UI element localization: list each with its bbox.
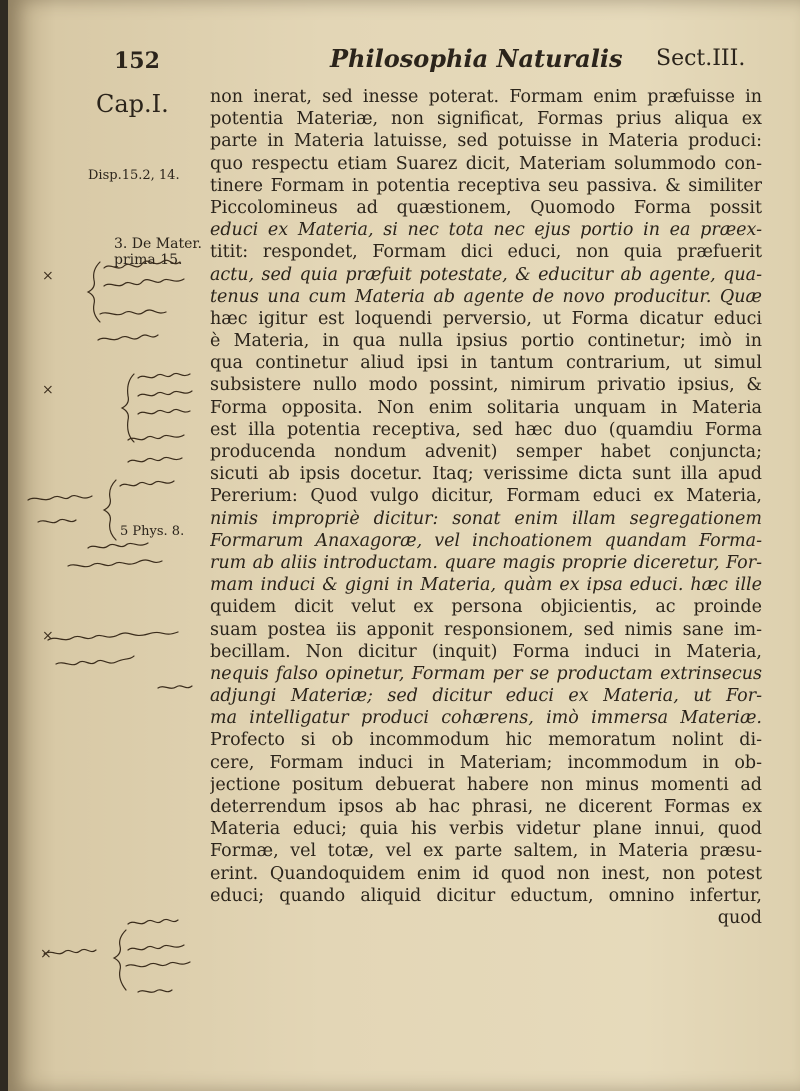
scribble-7 <box>138 409 190 414</box>
chapter-note: Cap.I. <box>96 90 169 118</box>
text-line: educi; quando aliquid dicitur eductum, omnino infertur, <box>210 885 762 906</box>
text-line: rum ab aliis introductam. quare magis proprie diceretur, For- <box>210 552 762 573</box>
physics-note: 5 Phys. 8. <box>120 524 185 539</box>
text-line: mam induci & gigni in Materia, quàm ex ipsa educi. hæc ille <box>210 575 762 596</box>
text-line: titit: respondet, Formam dici educi, non quia præfuerit <box>210 242 762 263</box>
cross-mark-2: × <box>42 382 54 398</box>
scribble-14 <box>68 560 162 567</box>
text-line: nequis falso opinetur, Formam per se productam extrinsecus <box>210 663 762 684</box>
text-line: Formarum Anaxagoræ, vel inchoationem quandam Forma- <box>210 530 762 551</box>
text-line: Profecto si ob incommodum hic memoratum nolint di- <box>210 730 762 751</box>
text-line: tenus una cum Materia ab agente de novo producitur. Quæ <box>210 286 762 307</box>
page-number: 152 <box>114 48 160 74</box>
text-line: Pererium: Quod vulgo dicitur, Formam educi ex Materia, <box>210 486 762 507</box>
brace-1 <box>88 262 100 322</box>
text-line: Formæ, vel totæ, vel ex parte saltem, in Materia præsu- <box>210 841 762 862</box>
text-line: adjungi Materiæ; sed dicitur educi ex Materia, ut For- <box>210 686 762 707</box>
text-line: cere, Formam induci in Materiam; incommodum in ob- <box>210 752 762 773</box>
text-line: Forma opposita. Non enim solitaria unquam in Materia <box>210 397 762 418</box>
scribble-15 <box>48 632 178 640</box>
catchword: quod <box>717 907 762 928</box>
text-line: actu, sed quia præfuit potestate, & educitur ab agente, qua- <box>210 264 762 285</box>
scribble-13 <box>88 543 148 548</box>
text-line: ma intelligatur produci cohærens, imò immersa Materiæ. <box>210 708 762 729</box>
scribble-2 <box>104 279 184 286</box>
text-line: becillam. Non dicitur (inquit) Forma induci in Materia, <box>210 641 762 662</box>
text-line: Materia educi; quia his verbis videtur plane innui, quod <box>210 819 762 840</box>
text-line: qua continetur aliud ipsi in tantum contrarium, ut simul <box>210 353 762 374</box>
text-line: hæc igitur est loquendi perversio, ut Forma dicatur educi <box>210 308 762 329</box>
text-line: erint. Quandoquidem enim id quod non inest, non potest <box>210 863 762 884</box>
text-line: deterrendum ipsos ab hac phrasi, ne dicerent Formas ex <box>210 797 762 817</box>
text-line: est illa potentia receptiva, sed hæc duo (quamdiu Forma <box>210 419 762 440</box>
cross-mark-4: × <box>40 946 52 962</box>
running-title: Philosophia Naturalis <box>330 44 623 73</box>
scribble-10 <box>120 481 174 486</box>
text-line: tinere Formam in potentia receptiva seu passiva. & similiter <box>210 175 762 196</box>
de-materia-line-1: 3. De Mater. <box>114 236 202 252</box>
text-line: suam postea iis apponit responsionem, sed nimis sane im- <box>210 619 762 640</box>
brace-4 <box>114 930 126 990</box>
de-materia-line-2: prima 15. <box>114 252 183 268</box>
text-line: è Materia, in qua nulla ipsius portio continetur; imò in <box>210 331 762 352</box>
scribble-4 <box>98 335 158 340</box>
text-line: non inerat, sed inesse poterat. Formam enim præfuisse in <box>210 87 762 107</box>
brace-2 <box>122 374 134 442</box>
scribble-20 <box>126 962 190 967</box>
scribble-8 <box>128 435 184 440</box>
scribble-18 <box>128 919 178 924</box>
brace-3 <box>104 480 116 540</box>
text-line: quo respectu etiam Suarez dicit, Materiam solummodo con- <box>210 153 762 174</box>
scribble-9 <box>128 457 182 462</box>
text-line: quidem dicit velut ex persona objicientis, ac proinde <box>210 597 762 618</box>
scribble-5 <box>138 373 190 378</box>
text-line: sicuti ab ipsis docetur. Itaq; verissime dicta sunt illa apud <box>210 464 762 485</box>
scribble-12 <box>38 519 76 522</box>
scribble-19 <box>128 945 184 950</box>
book-page <box>8 0 800 1091</box>
scribble-3 <box>100 310 166 315</box>
text-line: potentia Materiæ, non significat, Formas prius aliqua ex <box>210 109 762 130</box>
scribble-16 <box>56 656 134 665</box>
text-line: parte in Materia latuisse, sed potuisse in Materia produci: <box>210 131 762 152</box>
body-text <box>210 86 762 929</box>
scribble-6 <box>138 391 192 396</box>
scribble-1 <box>104 260 180 268</box>
disputation-note: Disp.15.2, 14. <box>88 168 180 183</box>
text-line: jectione positum debuerat habere non minus momenti ad <box>210 774 762 795</box>
cross-mark-3: × <box>42 628 54 644</box>
scribble-21 <box>44 949 96 954</box>
text-line: Piccolomineus ad quæstionem, Quomodo Forma possit <box>210 197 762 218</box>
text-line: educi ex Materia, si nec tota nec ejus portio in ea præex- <box>210 220 762 241</box>
cross-mark-1: × <box>42 268 54 284</box>
scribble-11 <box>28 496 92 500</box>
scribble-17 <box>158 686 192 688</box>
scribble-22 <box>138 990 172 992</box>
text-line: nimis impropriè dicitur: sonat enim illam segregationem <box>210 508 762 529</box>
handwritten-annotations <box>8 0 218 1091</box>
text-line: subsistere nullo modo possint, nimirum privatio ipsius, & <box>210 375 762 396</box>
text-line: producenda nondum advenit) semper habet conjuncta; <box>210 442 762 462</box>
section-label: Sect.III. <box>656 46 746 71</box>
